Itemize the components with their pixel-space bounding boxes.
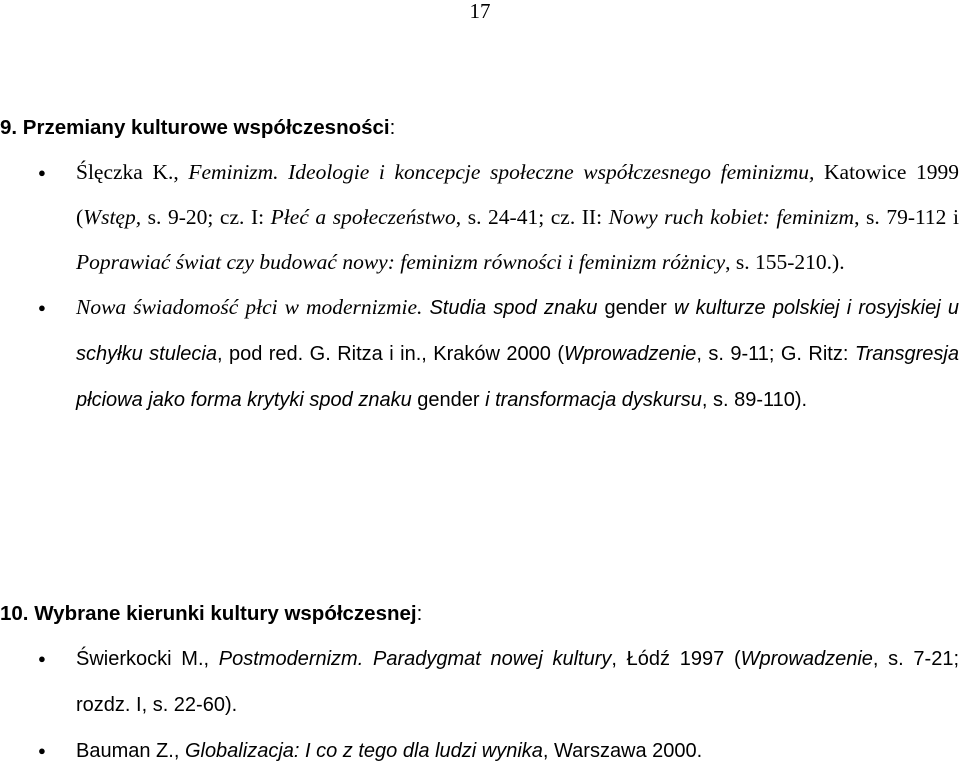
entry-title: Globalizacja: I co z tego dla ludzi wynika [184,740,543,762]
entry-text: s. 9-20; cz. I: [141,205,271,229]
entry-text: , s. 155-210.). [725,250,845,274]
entry-chapter: Płeć a społeczeństwo [270,205,456,229]
entry-author: Świerkocki M., [76,648,219,670]
entry-text: , s. 9-11; G. Ritz: [696,343,855,365]
entry-title: Postmodernizm. Paradygmat nowej kultury [218,648,612,670]
entry-chapter: Wprowadzenie [564,343,697,365]
entry-chapter: Nowy ruch kobiet: feminizm [608,205,855,229]
entry-text: , s. 79-112 i [854,205,959,229]
entry-chapter: Wstęp, [83,205,142,229]
entry-text: , pod red. G. Ritza i in., Kraków 2000 ( [216,343,565,365]
entry-text: , Warszawa 2000. [542,740,703,762]
entry-text: Katowice 1999 ( [76,160,959,229]
entry-text: , s. 24-41; cz. II: [455,205,609,229]
entry-title: Nowa świadomość płci w modernizmie. [76,295,423,319]
bibliography-entry [0,150,960,285]
section-heading-10 [0,600,422,628]
section-title: 9. Przemiany kulturowe współczesności [0,116,390,139]
bullet-icon: ● [38,651,46,666]
entry-chapter: i transformacja dyskursu [485,389,702,411]
entry-chapter: Poprawiać świat czy budować nowy: feminizm równości i feminizm różnicy [76,250,726,274]
bullet-icon: ● [38,300,46,315]
bibliography-entry [0,636,960,728]
entry-author: Ślęczka K., [76,160,189,184]
heading-colon: : [416,602,423,625]
heading-colon: : [389,116,396,139]
entry-title: Studia spod znaku [429,297,598,319]
entry-title: w kulturze polskiej i rosyjskiej u schyłku stulecia [76,297,959,365]
section-title: 10. Wybrane kierunki kultury współczesnej [0,602,417,625]
entry-text: , s. 89-110). [701,389,808,411]
entry-author: Bauman Z., [76,740,185,762]
bibliography-entry [0,728,960,774]
entry-chapter: Transgresja płciowa jako forma krytyki spod znaku [76,343,959,411]
page-number: 17 [469,0,491,23]
entry-term: gender [597,297,674,319]
entry-chapter: Wprowadzenie [740,648,873,670]
entry-title: Feminizm. Ideologie i koncepcje społeczne współczesnego feminizmu, [188,160,815,184]
entry-term: gender [411,389,486,411]
bibliography-entry [0,285,960,423]
bibliography-list-9 [0,150,960,423]
entry-text: , s. 7-21; rozdz. I, s. 22-60). [76,648,960,716]
bibliography-list-10 [0,636,960,774]
entry-text: , Łódź 1997 ( [611,648,741,670]
bullet-icon: ● [38,743,46,758]
bullet-icon: ● [38,165,46,180]
section-heading-9 [0,114,395,142]
